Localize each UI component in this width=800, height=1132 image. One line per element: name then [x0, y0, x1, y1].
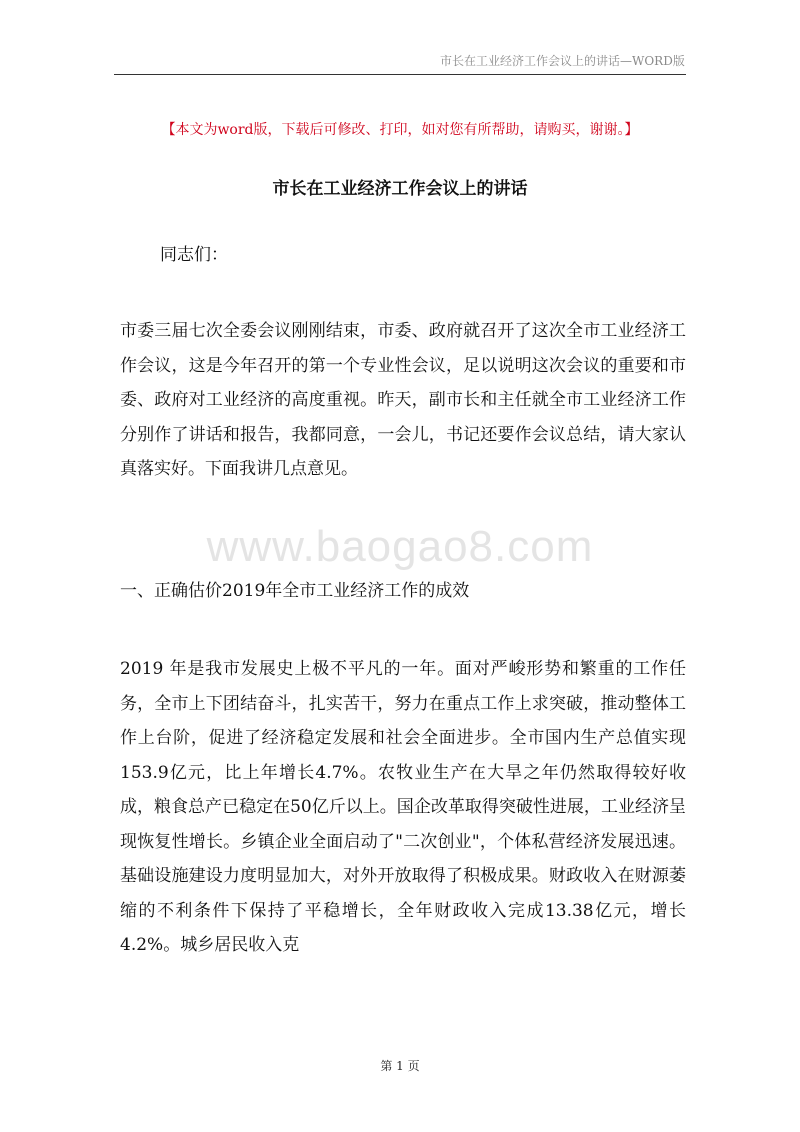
purchase-notice: 【本文为word版，下载后可修改、打印，如对您有所帮助，请购买，谢谢。】	[161, 122, 639, 138]
paragraph-achievements: 2019 年是我市发展史上极不平凡的一年。面对严峻形势和繁重的工作任务，全市上下团结奋斗，扎实苦干，努力在重点工作上求突破，推动整体工作上台阶，促进了经济稳定发展和社会全面进步。全市国内生产总值实现153.9亿元，比上年增长4.7%。农牧业生产在大旱之年仍然取得较好收成，粮食总产已稳定在50亿斤以上。国企改革取得突破性进展，工业经济呈现恢复性增长。乡镇企业全面启动了"二次创业"，个体私营经济发展迅速。基础设施建设力度明显加大，对外开放取得了积极成果。财政收入在财源萎缩的不利条件下保持了平稳增长，全年财政收入完成13.38亿元，增长4.2%。城乡居民收入克	[120, 659, 686, 955]
paragraph-intro: 市委三届七次全委会议刚刚结束，市委、政府就召开了这次全市工业经济工作会议，这是今年召开的第一个专业性会议，足以说明这次会议的重要和市委、政府对工业经济的高度重视。昨天，副市长和主任就全市工业经济工作分别作了讲话和报告，我都同意，一会儿，书记还要作会议总结，请大家认真落实好。下面我讲几点意见。	[120, 321, 686, 479]
page-number: 第 1 页	[380, 1059, 420, 1073]
salutation: 同志们：	[160, 245, 228, 265]
document-title: 市长在工业经济工作会议上的讲话	[272, 179, 528, 199]
header-divider	[114, 74, 686, 75]
watermark: www.baogao8.com	[206, 522, 594, 571]
section-heading-1: 一、正确估价2019年全市工业经济工作的成效	[120, 581, 470, 601]
running-header-title: 市长在工业经济工作会议上的讲话—WORD版	[440, 54, 685, 68]
